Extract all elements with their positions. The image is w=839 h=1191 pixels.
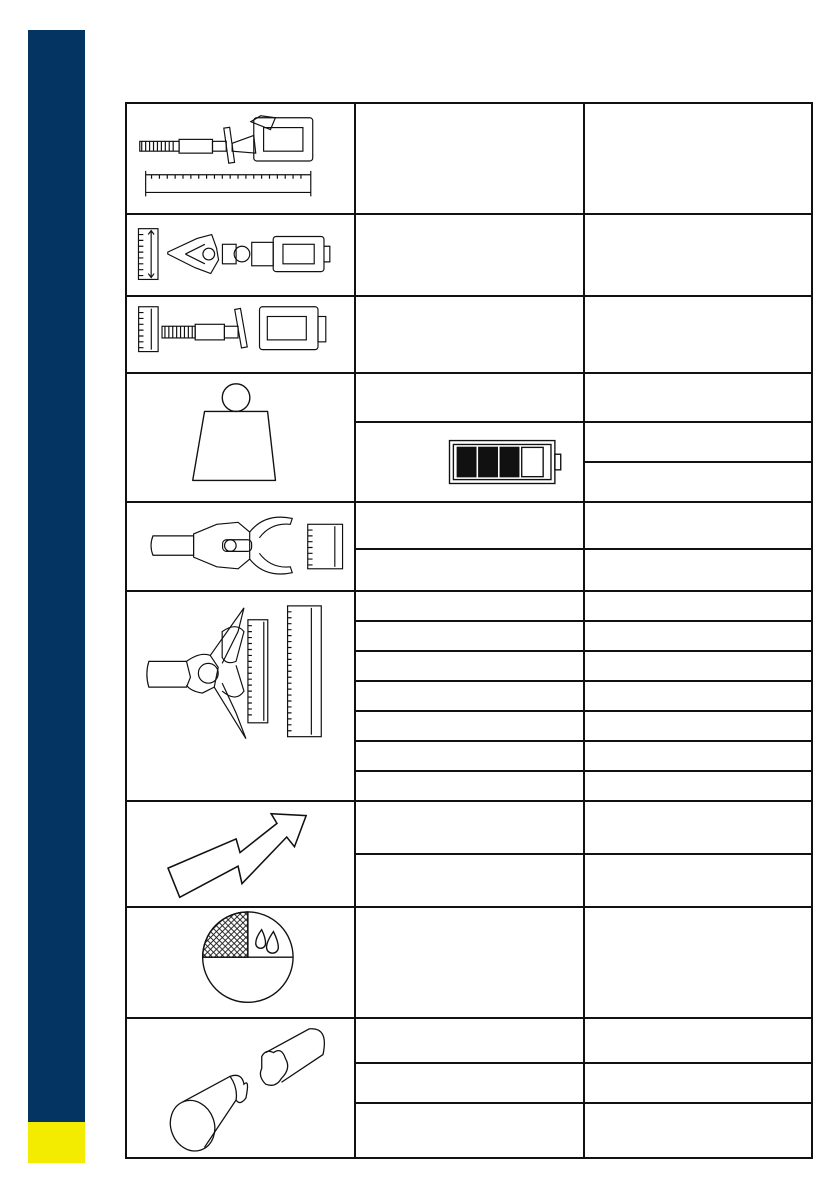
row-value: [584, 373, 812, 422]
row-label: [355, 103, 584, 214]
battery-cell: [355, 422, 584, 502]
table-row: [126, 214, 812, 296]
tool-length-icon: [126, 103, 355, 214]
row-value: [584, 907, 812, 1018]
row-label: [355, 373, 584, 422]
table-row: [126, 801, 812, 853]
row-value: [584, 771, 812, 801]
row-value: [584, 854, 812, 907]
table-row: [126, 296, 812, 373]
row-value: [584, 651, 812, 681]
row-value: [584, 214, 812, 296]
row-value: [584, 502, 812, 549]
battery-icon: [356, 423, 583, 501]
cutter-opening-icon: [126, 502, 355, 591]
table-row: [126, 591, 812, 621]
row-label: [355, 854, 584, 907]
row-value: [584, 711, 812, 741]
row-value: [584, 422, 812, 462]
weight-icon: [126, 373, 355, 502]
row-label: [355, 711, 584, 741]
row-value: [584, 296, 812, 373]
row-label: [355, 502, 584, 549]
table-row: [126, 907, 812, 1018]
row-value: [584, 741, 812, 771]
row-value: [584, 549, 812, 591]
sidebar-band: [28, 30, 85, 1122]
row-value: [584, 103, 812, 214]
force-arrow-icon: [126, 801, 355, 906]
row-label: [355, 1018, 584, 1063]
row-value: [584, 1063, 812, 1103]
row-value: [584, 621, 812, 651]
row-value: [584, 681, 812, 711]
cut-pipe-icon: [126, 1018, 355, 1158]
row-label: [355, 771, 584, 801]
row-label: [355, 591, 584, 621]
row-value: [584, 801, 812, 853]
tool-height-icon: [126, 296, 355, 373]
row-label: [355, 549, 584, 591]
tool-width-icon: [126, 214, 355, 296]
row-value: [584, 1018, 812, 1063]
row-label: [355, 296, 584, 373]
row-label: [355, 1103, 584, 1158]
row-label: [355, 681, 584, 711]
row-value: [584, 591, 812, 621]
ip-protection-icon: [126, 907, 355, 1018]
row-label: [355, 651, 584, 681]
row-label: [355, 907, 584, 1018]
table-row: [126, 502, 812, 549]
row-label: [355, 621, 584, 651]
row-label: [355, 801, 584, 853]
row-value: [584, 462, 812, 502]
row-label: [355, 214, 584, 296]
table-row: [126, 1018, 812, 1063]
table-row: [126, 373, 812, 422]
row-label: [355, 741, 584, 771]
row-value: [584, 1103, 812, 1158]
row-label: [355, 1063, 584, 1103]
table-row: [126, 103, 812, 214]
spec-table: [125, 102, 813, 1159]
sidebar-tab: [28, 1122, 85, 1163]
spreader-opening-icon: [126, 591, 355, 801]
